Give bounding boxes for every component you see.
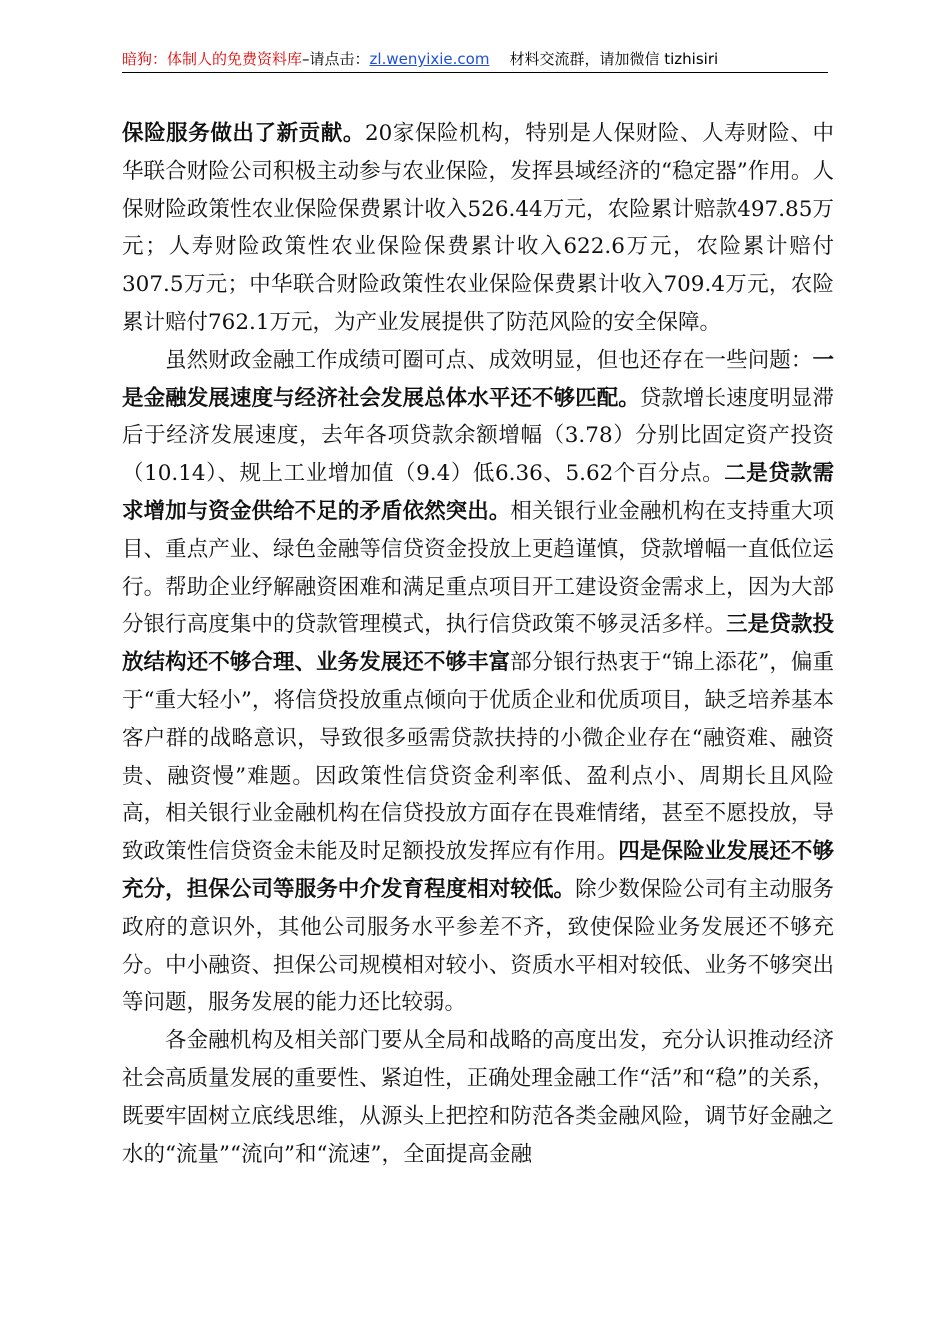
paragraph bbox=[122, 342, 834, 1022]
header-divider bbox=[122, 72, 828, 73]
header-contact: 材料交流群，请加微信 tizhisiri bbox=[509, 50, 719, 68]
bold-heading: 保险服务做出了新贡献。 bbox=[122, 121, 365, 146]
header-site-label: 暗狗：体制人的免费资料库 bbox=[122, 50, 303, 68]
bold-heading: 二是贷款需求增加与资金供给不足的矛盾依然突出。 bbox=[122, 461, 834, 524]
page-header bbox=[122, 48, 828, 70]
bold-heading: 三是贷款投放结构还不够合理、业务发展还不够丰富 bbox=[122, 612, 834, 676]
paragraph bbox=[122, 115, 834, 342]
body-text: 贷款增长速度明显滞后于经济发展速度，去年各项贷款余额增幅（3.78）分别比固定资产投资（10.14）、规上工业增加值（9.4）低6.36、5.62个百分点。 bbox=[122, 385, 834, 487]
body-text: 部分银行热衷于“锦上添花”，偏重于“重大轻小”，将信贷投放重点倾向于优质企业和优质项目，缺乏培养基本客户群的战略意识，导致很多亟需贷款扶持的小微企业存在“融资难、融资贵、融资慢”难题。因政策性信贷资金利率低、盈利点小、周期长且风险高，相关银行业金融机构在信贷投放方面存在畏难情绪，甚至不愿投放，导致政策性信贷资金未能及时足额投放发挥应有作用。 bbox=[122, 650, 834, 865]
body-text: 虽然财政金融工作成绩可圈可点、成效明显，但也还存在一些问题： bbox=[165, 347, 813, 373]
document-body bbox=[122, 115, 834, 1173]
header-click-prompt: –请点击： bbox=[302, 50, 370, 68]
body-text: 各金融机构及相关部门要从全局和战略的高度出发，充分认识推动经济社会高质量发展的重要性、紧迫性，正确处理金融工作“活”和“稳”的关系，既要牢固树立底线思维，从源头上把控和防范各类金融风险，调节好金融之水的“流量”“流向”和“流速”，全面提高金融 bbox=[122, 1028, 834, 1167]
bold-heading: 一是金融发展速度与经济社会发展总体水平还不够匹配。 bbox=[122, 347, 834, 411]
body-text: 除少数保险公司有主动服务政府的意识外，其他公司服务水平参差不齐，致使保险业务发展还不够充分。中小融资、担保公司规模相对较小、资质水平相对较低、业务不够突出等问题，服务发展的能力还比较弱。 bbox=[122, 876, 834, 1016]
body-text: 20家保险机构，特别是人保财险、人寿财险、中华联合财险公司积极主动参与农业保险，发挥县域经济的“稳定器”作用。人保财险政策性农业保险保费累计收入526.44万元，农险累计赔款497.85万元；人寿财险政策性农业保险保费累计收入622.6万元，农险累计赔付307.5万元；中华联合财险政策性农业保险保费累计收入709.4万元，农险累计赔付762.1万元，为产业发展提供了防范风险的安全保障。 bbox=[122, 121, 834, 335]
header-url-link[interactable]: zl.wenyixie.com bbox=[369, 50, 490, 68]
body-text: 相关银行业金融机构在支持重大项目、重点产业、绿色金融等信贷资金投放上更趋谨慎，贷款增幅一直低位运行。帮助企业纾解融资困难和满足重点项目开工建设资金需求上，因为大部分银行高度集中的贷款管理模式，执行信贷政策不够灵活多样。 bbox=[122, 498, 834, 638]
paragraph bbox=[122, 1022, 834, 1173]
bold-heading: 四是保险业发展还不够充分，担保公司等服务中介发育程度相对较低。 bbox=[122, 839, 834, 902]
